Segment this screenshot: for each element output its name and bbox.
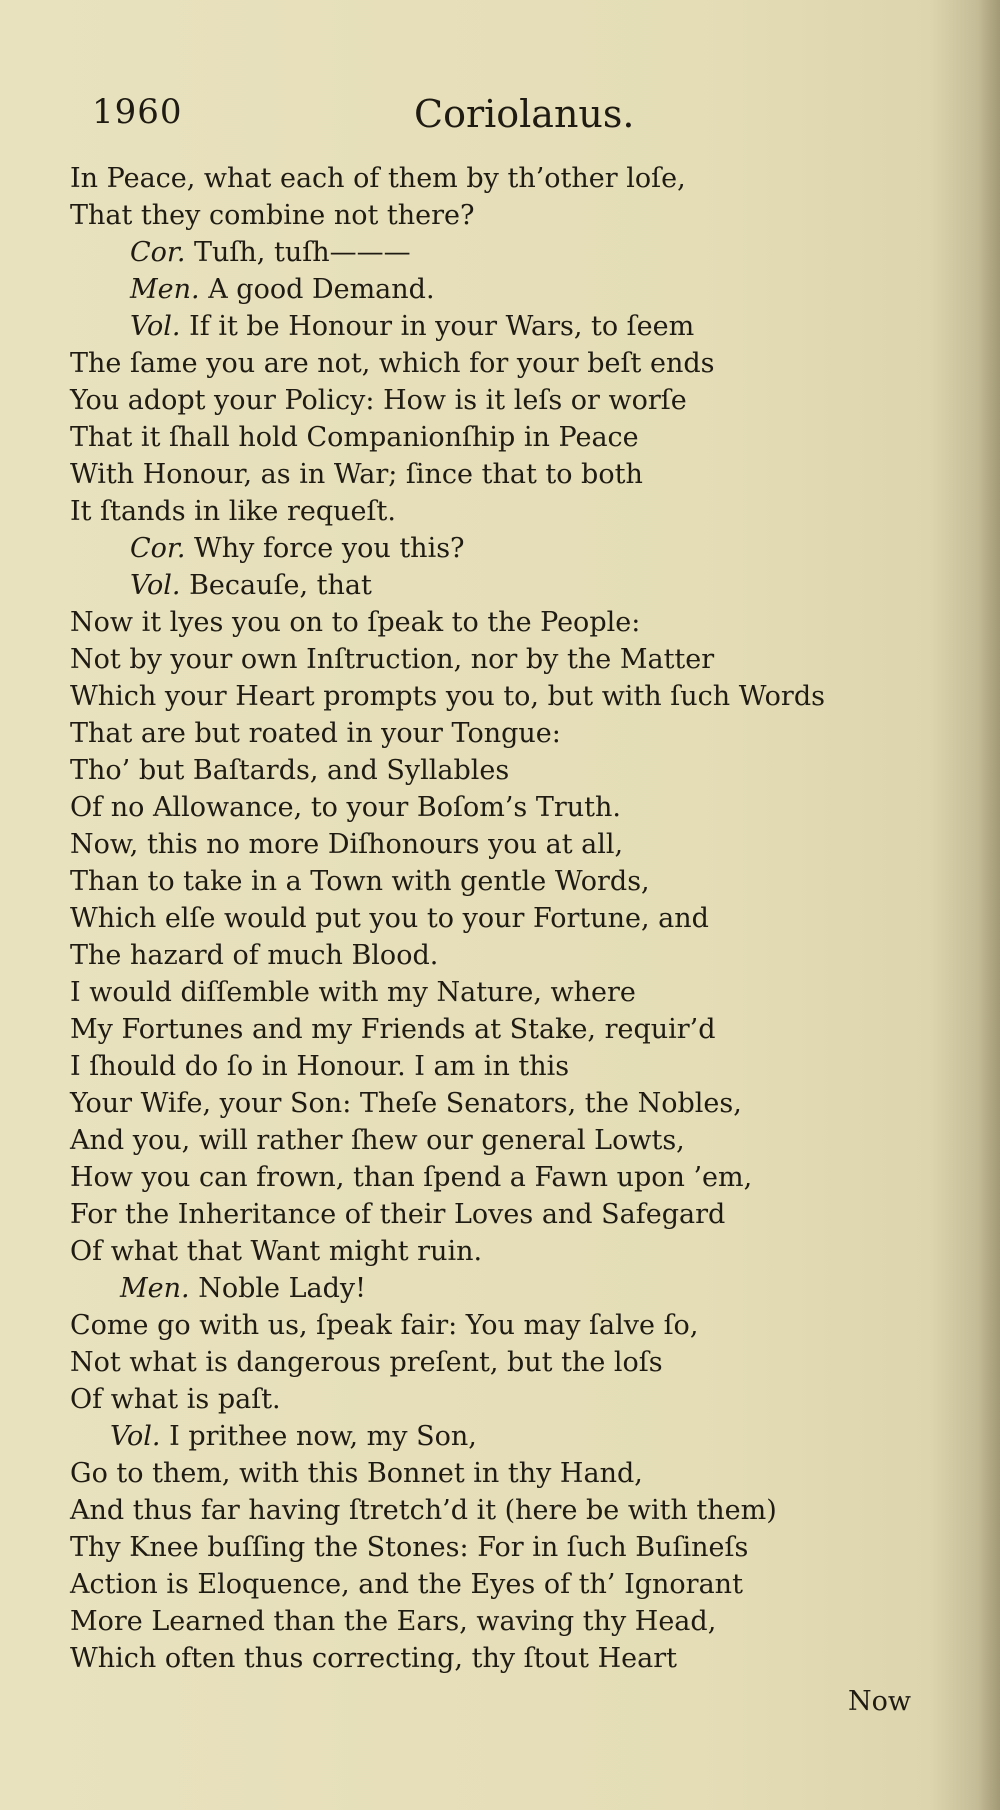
speech-line: Cor. Tuſh, tuſh——— bbox=[130, 237, 411, 268]
text-line: How you can frown, than ſpend a Fawn upon ’em, bbox=[70, 1162, 753, 1193]
catchword: Now bbox=[848, 1686, 911, 1717]
text-line: Than to take in a Town with gentle Words, bbox=[70, 866, 650, 897]
speaker-name: Cor. bbox=[130, 533, 186, 564]
text-line: For the Inheritance of their Loves and Safegard bbox=[70, 1199, 726, 1230]
speech-line: Vol. If it be Honour in your Wars, to ſeem bbox=[130, 311, 695, 342]
text-line: More Learned than the Ears, waving thy Head, bbox=[70, 1606, 717, 1637]
running-title: Coriolanus. bbox=[414, 92, 635, 136]
text-line: Go to them, with this Bonnet in thy Hand, bbox=[70, 1458, 643, 1489]
speaker-name: Men. bbox=[120, 1273, 190, 1304]
speech-line: Men. A good Demand. bbox=[130, 274, 435, 305]
text-line: Now it lyes you on to ſpeak to the People: bbox=[70, 607, 641, 638]
speaker-name: Vol. bbox=[130, 311, 181, 342]
speaker-name: Cor. bbox=[130, 237, 186, 268]
speech-line: Men. Noble Lady! bbox=[120, 1273, 366, 1304]
text-line: And you, will rather ſhew our general Lowts, bbox=[70, 1125, 685, 1156]
text-line: Of what is paſt. bbox=[70, 1384, 281, 1415]
text-line: Come go with us, ſpeak fair: You may ſalve ſo, bbox=[70, 1310, 699, 1341]
text-line: Not by your own Inſtruction, nor by the Matter bbox=[70, 644, 715, 675]
speaker-name: Vol. bbox=[130, 570, 181, 601]
text-line: Which elſe would put you to your Fortune, and bbox=[70, 903, 709, 934]
text-line: Which often thus correcting, thy ſtout Heart bbox=[70, 1643, 677, 1674]
text-line: That they combine not there? bbox=[70, 200, 475, 231]
text-line: My Fortunes and my Friends at Stake, requir’d bbox=[70, 1014, 716, 1045]
speech-line: Vol. Becauſe, that bbox=[130, 570, 372, 601]
text-line: Now, this no more Diſhonours you at all, bbox=[70, 829, 624, 860]
text-line: Your Wife, your Son: Theſe Senators, the Nobles, bbox=[70, 1088, 742, 1119]
text-line: In Peace, what each of them by th’other loſe, bbox=[70, 163, 686, 194]
page-edge-shadow bbox=[978, 0, 1000, 1810]
speech-line: Vol. I prithee now, my Son, bbox=[110, 1421, 477, 1452]
speaker-name: Vol. bbox=[110, 1421, 161, 1452]
text-line: It ſtands in like requeſt. bbox=[70, 496, 396, 527]
text-line: I would diſſemble with my Nature, where bbox=[70, 977, 636, 1008]
text-line: That are but roated in your Tongue: bbox=[70, 718, 561, 749]
page-header bbox=[92, 92, 692, 152]
text-line: That it ſhall hold Companionſhip in Peace bbox=[70, 422, 639, 453]
page-number: 1960 bbox=[92, 92, 183, 132]
text-line: The ſame you are not, which for your beſt ends bbox=[70, 348, 715, 379]
text-line: I ſhould do ſo in Honour. I am in this bbox=[70, 1051, 570, 1082]
text-line: And thus far having ſtretch’d it (here be with them) bbox=[70, 1495, 777, 1526]
text-line: Not what is dangerous preſent, but the loſs bbox=[70, 1347, 663, 1378]
play-text bbox=[70, 160, 970, 1677]
text-line: Of no Allowance, to your Boſom’s Truth. bbox=[70, 792, 621, 823]
text-line: Action is Eloquence, and the Eyes of th’ Ignorant bbox=[70, 1569, 743, 1600]
text-line: Thy Knee buſſing the Stones: For in ſuch Buſineſs bbox=[70, 1532, 749, 1563]
text-line: The hazard of much Blood. bbox=[70, 940, 439, 971]
text-line: Tho’ but Baſtards, and Syllables bbox=[70, 755, 510, 786]
speaker-name: Men. bbox=[130, 274, 200, 305]
text-line: Which your Heart prompts you to, but with ſuch Words bbox=[70, 681, 825, 712]
text-line: You adopt your Policy: How is it leſs or worſe bbox=[70, 385, 687, 416]
text-line: With Honour, as in War; ſince that to both bbox=[70, 459, 643, 490]
text-line: Of what that Want might ruin. bbox=[70, 1236, 483, 1267]
speech-line: Cor. Why force you this? bbox=[130, 533, 465, 564]
